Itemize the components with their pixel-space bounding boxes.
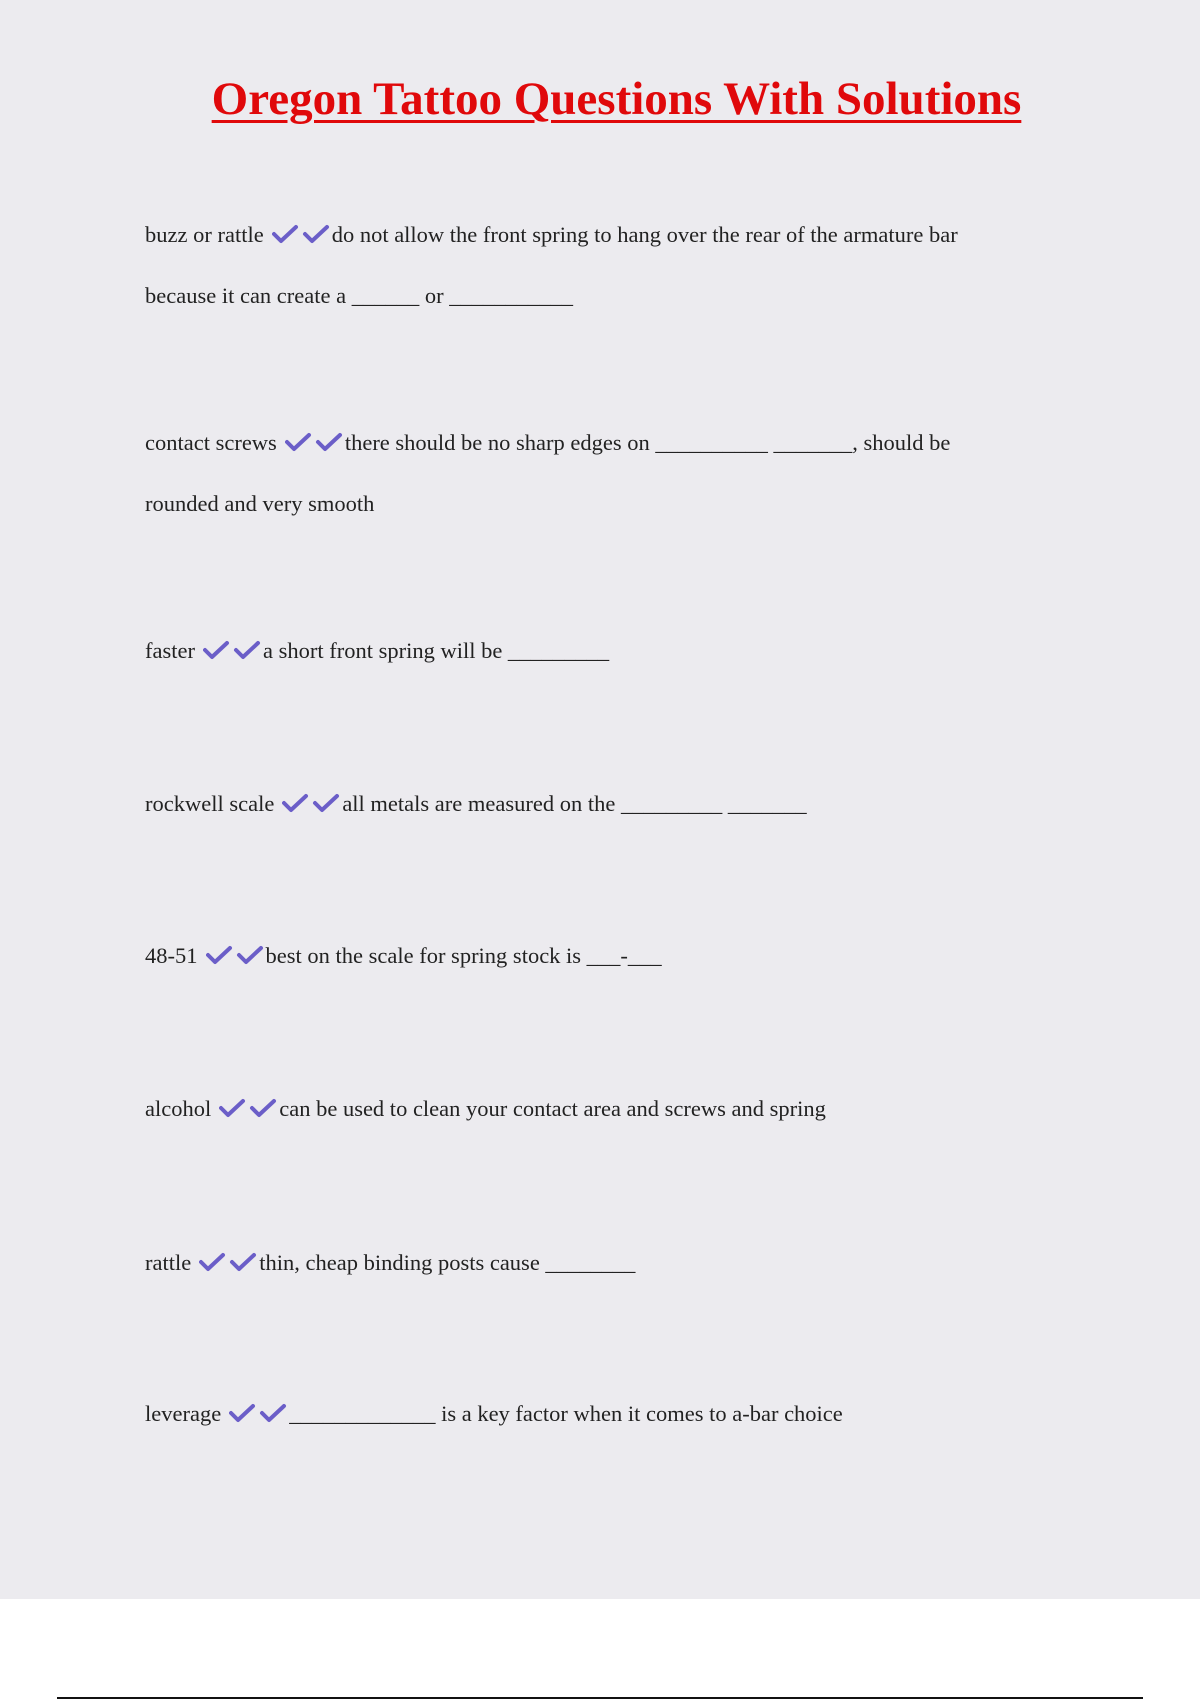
qa-line: rounded and very smooth	[145, 491, 375, 516]
double-checkmark-icon	[199, 1252, 257, 1272]
question-text: can be used to clean your contact area and screws and spring	[279, 1096, 826, 1121]
question-text: do not allow the front spring to hang over the rear of the armature bar	[331, 222, 958, 247]
answer-text: alcohol	[145, 1096, 212, 1121]
answer-text: rattle	[145, 1250, 192, 1275]
qa-line	[145, 1232, 1035, 1293]
qa-line	[145, 925, 1035, 986]
qa-line	[145, 412, 1035, 473]
question-text: there should be no sharp edges on __________ _______, should be	[344, 430, 951, 455]
qa-line	[145, 1078, 1035, 1139]
qa-line	[145, 1383, 1035, 1444]
qa-item	[145, 1383, 1035, 1444]
qa-item	[145, 773, 1035, 834]
question-text: thin, cheap binding posts cause ________	[259, 1250, 636, 1275]
double-checkmark-icon	[282, 793, 340, 813]
answer-text: contact screws	[145, 430, 277, 455]
qa-item	[145, 1078, 1035, 1139]
double-checkmark-icon	[285, 432, 343, 452]
qa-item	[145, 204, 1035, 326]
footer-divider	[57, 1697, 1143, 1699]
question-text: _____________ is a key factor when it comes to a-bar choice	[289, 1401, 843, 1426]
double-checkmark-icon	[219, 1098, 277, 1118]
qa-line	[145, 773, 1035, 834]
answer-text: leverage	[145, 1401, 222, 1426]
double-checkmark-icon	[229, 1403, 287, 1423]
question-text: all metals are measured on the _________ _______	[342, 791, 807, 816]
qa-line	[145, 204, 1035, 265]
answer-text: faster	[145, 638, 195, 663]
qa-item	[145, 412, 1035, 534]
qa-item	[145, 620, 1035, 681]
answer-text: buzz or rattle	[145, 222, 264, 247]
answer-text: 48-51	[145, 943, 198, 968]
question-text: best on the scale for spring stock is ___-___	[265, 943, 662, 968]
qa-item	[145, 1232, 1035, 1293]
answer-text: rockwell scale	[145, 791, 275, 816]
qa-line	[145, 620, 1035, 681]
qa-line: because it can create a ______ or ___________	[145, 283, 573, 308]
double-checkmark-icon	[272, 224, 330, 244]
double-checkmark-icon	[206, 945, 264, 965]
qa-item	[145, 925, 1035, 986]
double-checkmark-icon	[203, 640, 261, 660]
page-title: Oregon Tattoo Questions With Solutions	[211, 73, 1022, 125]
question-text: a short front spring will be _________	[262, 638, 610, 663]
